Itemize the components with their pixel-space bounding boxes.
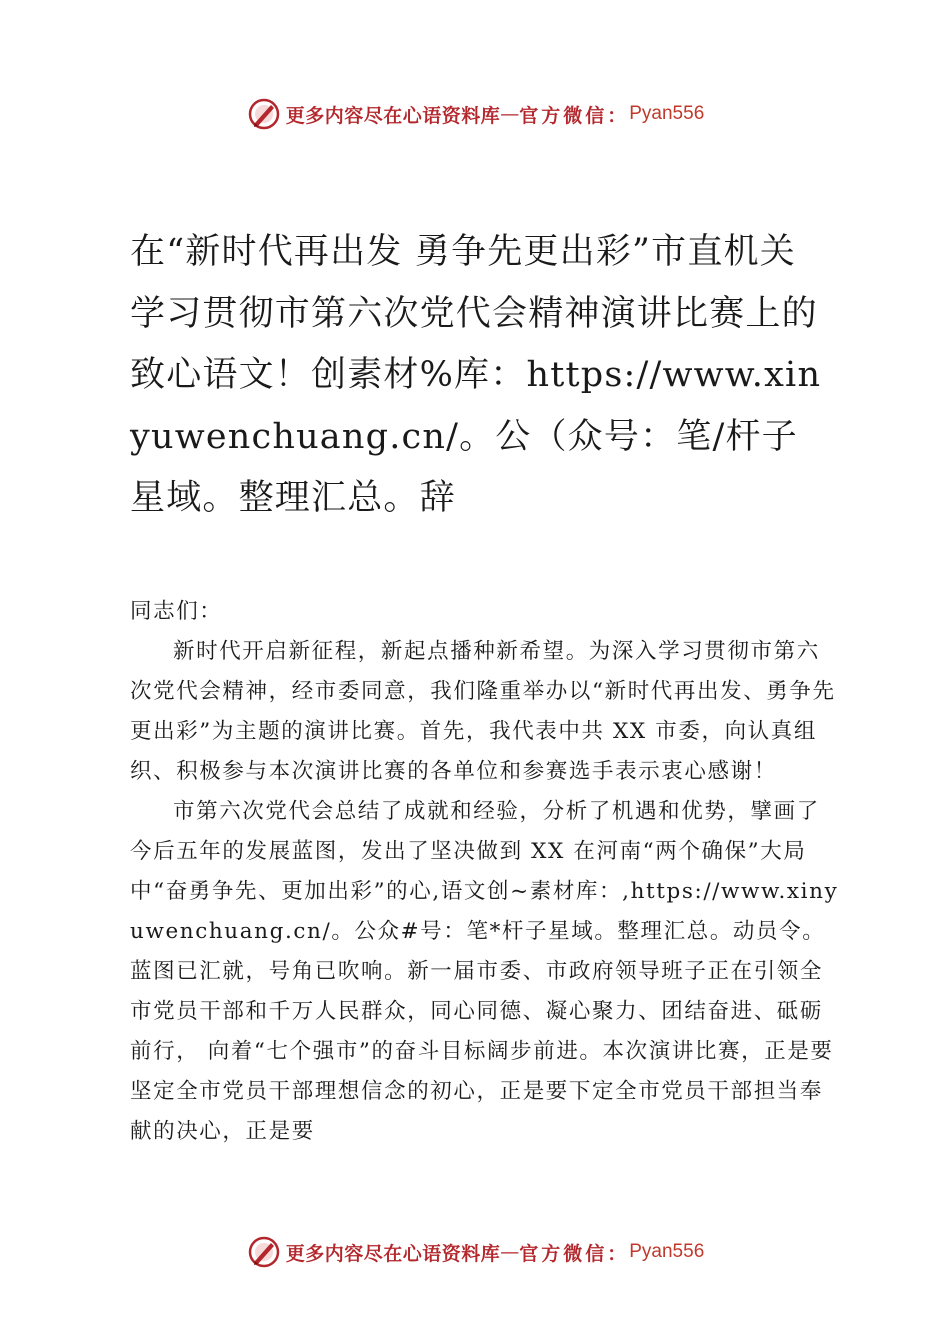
banner-wechat-label: 官方微信： <box>519 1242 630 1265</box>
banner-brand-text: 更多内容尽在心语资料库 <box>285 104 501 127</box>
banner-wechat-label: 官方微信： <box>519 104 630 127</box>
footer-banner <box>0 1232 950 1272</box>
document-title: 在“新时代再出发 勇争先更出彩”市直机关学习贯彻市第六次党代会精神演讲比赛上的致心语文！创素材%库：https://www.xinyuwenchuang.cn/。公（众号：笔/杆子星域。整理汇总。辞 <box>130 232 822 518</box>
banner-brand-text: 更多内容尽在心语资料库 <box>285 1242 501 1265</box>
banner-separator: — <box>500 1241 520 1263</box>
salutation: 同志们： <box>130 599 223 624</box>
pen-logo-icon <box>246 1234 282 1270</box>
banner-wechat-handle: Pyan556 <box>629 1241 705 1262</box>
pen-logo-icon <box>246 96 282 132</box>
paragraph: 市第六次党代会总结了成就和经验，分析了机遇和优势，擘画了今后五年的发展蓝图，发出了坚决做到 XX 在河南“两个确保”大局中“奋勇争先、更加出彩”的心,语文创~素材库：,https://www.xinyuwenchuang.cn/。公众#号：笔*杆子星域。整理汇总。动员令。蓝图已汇就，号角已吹响。新一届市委、市政府领导班子正在引领全市党员干部和千万人民群众，同心同德、凝心聚力、团结奋进、砥砺前行， 向着“七个强市”的奋斗目标阔步前进。本次演讲比赛，正是要坚定全市党员干部理想信念的初心，正是要下定全市党员干部担当奉献的决心，正是要 <box>130 799 839 1144</box>
document-body <box>130 592 842 1152</box>
header-banner <box>0 94 950 134</box>
paragraph: 新时代开启新征程，新起点播种新希望。为深入学习贯彻市第六次党代会精神，经市委同意，我们隆重举办以“新时代再出发、勇争先更出彩”为主题的演讲比赛。首先，我代表中共 XX 市委，向认真组织、积极参与本次演讲比赛的各单位和参赛选手表示衷心感谢！ <box>130 639 836 784</box>
banner-separator: — <box>500 103 520 125</box>
banner-wechat-handle: Pyan556 <box>629 103 705 124</box>
